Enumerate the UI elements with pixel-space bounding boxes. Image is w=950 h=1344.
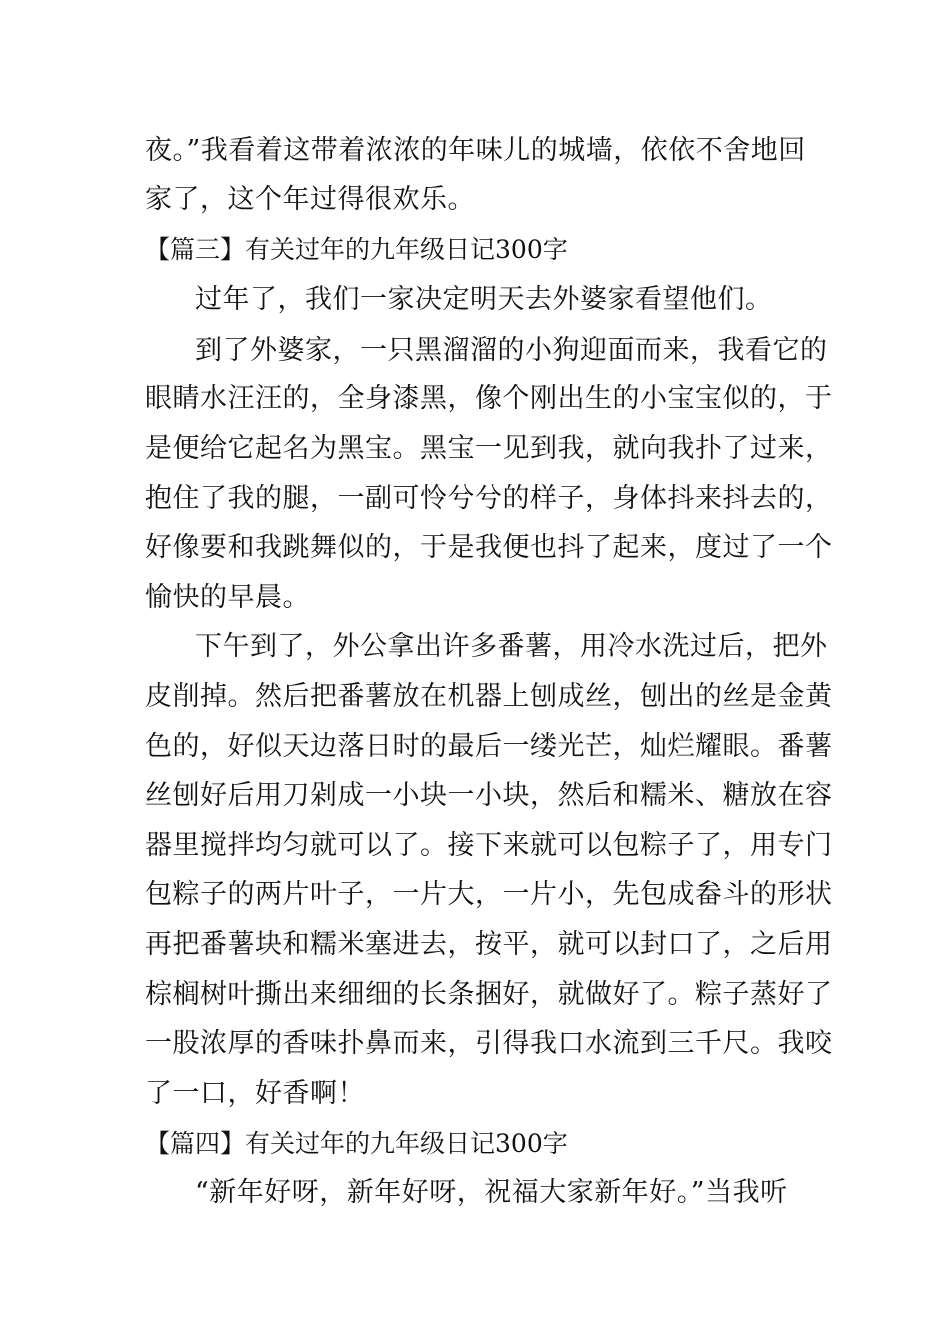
section-heading: 【篇三】有关过年的九年级日记300字 [145,235,568,264]
text-line: 再把番薯块和糯米塞进去，按平，就可以封口了，之后用 [145,929,833,960]
text-line: 下午到了，外公拿出许多番薯，用冷水洗过后，把外 [195,631,828,662]
section-heading: 【篇四】有关过年的九年级日记300字 [145,1129,568,1158]
text-line: 愉快的早晨。 [145,582,310,613]
text-line: 色的，好似天边落日时的最后一缕光芒，灿烂耀眼。番薯 [145,731,833,762]
text-line: 家了，这个年过得很欢乐。 [145,184,475,215]
text-line: 一股浓厚的香味扑鼻而来，引得我口水流到三千尺。我咬 [145,1028,833,1059]
text-line: “新年好呀，新年好呀，祝福大家新年好。”当我听 [195,1177,788,1208]
text-line: 眼睛水汪汪的，全身漆黑，像个刚出生的小宝宝似的，于 [145,383,833,414]
text-line: 抱住了我的腿，一副可怜兮兮的样子，身体抖来抖去的， [145,483,833,514]
text-line: 棕榈树叶撕出来细细的长条捆好，就做好了。粽子蒸好了 [145,979,833,1010]
text-line: 皮削掉。然后把番薯放在机器上刨成丝，刨出的丝是金黄 [145,681,833,712]
text-line: 是便给它起名为黑宝。黑宝一见到我，就向我扑了过来， [145,433,833,464]
text-line: 夜。”我看着这带着浓浓的年味儿的城墙，依依不舍地回 [145,135,806,166]
text-line: 包粽子的两片叶子，一片大，一片小，先包成畚斗的形状 [145,879,833,910]
text-line: 过年了，我们一家决定明天去外婆家看望他们。 [195,284,773,315]
text-line: 器里搅拌均匀就可以了。接下来就可以包粽子了，用专门 [145,830,833,861]
text-line: 好像要和我跳舞似的，于是我便也抖了起来，度过了一个 [145,532,833,563]
text-line: 了一口，好香啊！ [145,1078,365,1109]
text-line: 丝刨好后用刀剁成一小块一小块，然后和糯米、糖放在容 [145,780,833,811]
text-line: 到了外婆家，一只黑溜溜的小狗迎面而来，我看它的 [195,335,828,366]
